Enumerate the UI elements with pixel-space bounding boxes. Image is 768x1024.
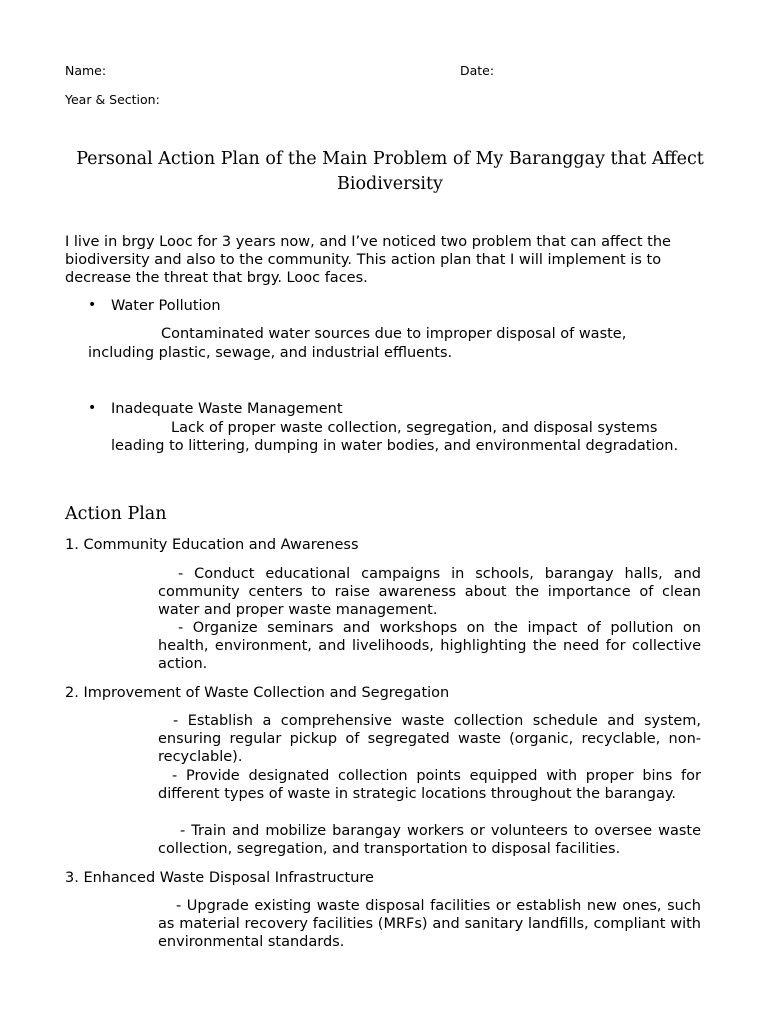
action-point: - Establish a comprehensive waste collection schedule and system, ensuring regular pickup of segregated waste (organic, recyclable, non-recyclable). — [158, 713, 701, 765]
action-point: - Provide designated collection points equipped with proper bins for different types of waste in strategic locations throughout the barangay. — [158, 768, 701, 802]
problem-desc-line: Contaminated water sources due to improper disposal of waste, — [161, 326, 627, 342]
bullet-icon: • — [88, 400, 97, 416]
action-point: - Upgrade existing waste disposal facilities or establish new ones, such as material recovery facilities (MRFs) and sanitary landfills, compliant with environmental standards. — [158, 898, 701, 950]
date-label: Date: — [460, 63, 495, 78]
problem-desc: Lack of proper waste collection, segregation, and disposal systems leading to littering, dumping in water bodies, and environmental degradation. — [111, 420, 679, 454]
page-title: Personal Action Plan of the Main Problem of My Baranggay that Affect Biodiversity — [76, 149, 704, 194]
action-point: - Conduct educational campaigns in schools, barangay halls, and community centers to raise awareness about the importance of clean water and proper waste management. — [158, 566, 701, 618]
name-label: Name: — [65, 63, 107, 78]
action-plan-heading: Action Plan — [65, 504, 167, 524]
action-item-title: 2. Improvement of Waste Collection and Segregation — [65, 685, 450, 701]
problem-title-water-pollution: Water Pollution — [111, 298, 221, 314]
year-section-label: Year & Section: — [65, 92, 160, 107]
action-point: - Organize seminars and workshops on the impact of pollution on health, environment, and livelihoods, highlighting the need for collective action. — [158, 620, 701, 672]
problem-title-waste-management: Inadequate Waste Management — [111, 401, 343, 417]
action-point: - Train and mobilize barangay workers or volunteers to oversee waste collection, segregation, and transportation to disposal facilities. — [158, 823, 701, 857]
bullet-icon: • — [88, 297, 97, 313]
problem-desc-line: including plastic, sewage, and industrial effluents. — [88, 345, 453, 361]
action-item-title: 1. Community Education and Awareness — [65, 537, 359, 553]
intro-paragraph: I live in brgy Looc for 3 years now, and I’ve noticed two problem that can affect the biodiversity and also to the community. This action plan that I will implement is to decrease the threat that brgy. Looc faces. — [65, 234, 671, 286]
action-item-title: 3. Enhanced Waste Disposal Infrastructure — [65, 870, 374, 886]
